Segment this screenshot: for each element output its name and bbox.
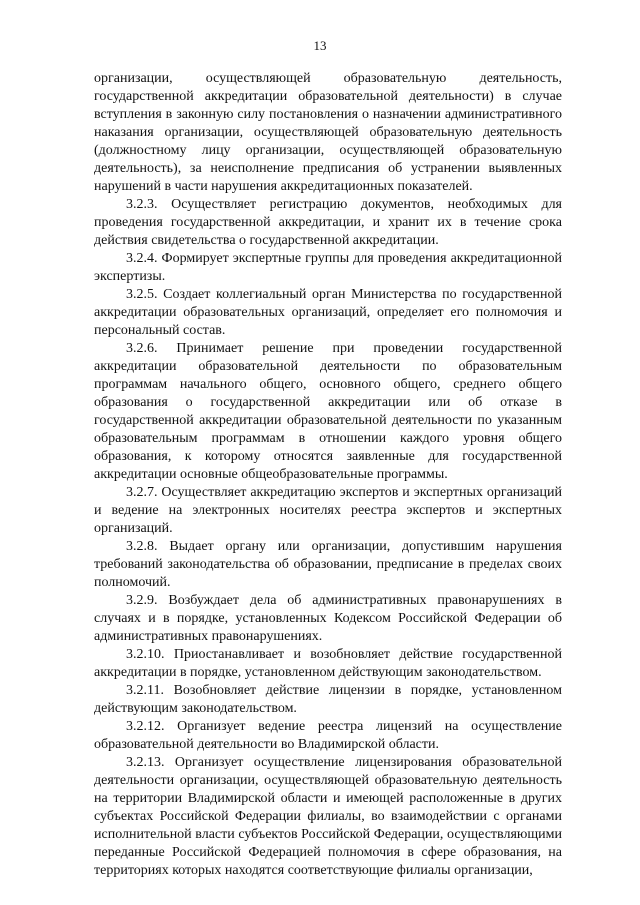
paragraph: 3.2.9. Возбуждает дела об административных правонарушениях в случаях и в порядке, установленных Кодексом Российской Федерации об административных правонарушениях. [94, 593, 562, 644]
paragraph: 3.2.4. Формирует экспертные группы для проведения аккредитационной экспертизы. [94, 251, 562, 284]
paragraph: 3.2.12. Организует ведение реестра лицензий на осуществление образовательной деятельности во Владимирской области. [94, 719, 562, 752]
paragraph: 3.2.13. Организует осуществление лицензирования образовательной деятельности организации, осуществляющей образовательную деятельность на территории Владимирской области и имеющей расположенные в других субъектах Российской Федерации филиалы, во взаимодействии с органами исполнительной власти субъектов Российской Федерации, осуществляющими переданные Российской Федерацией полномочия в сфере образования, на территориях которых находятся соответствующие филиалы организации, [94, 755, 562, 878]
page-number: 13 [313, 38, 327, 53]
document-body [94, 70, 562, 880]
paragraph: 3.2.3. Осуществляет регистрацию документов, необходимых для проведения государственной аккредитации, и хранит их в течение срока действия свидетельства о государственной аккредитации. [94, 197, 562, 248]
paragraph: 3.2.6. Принимает решение при проведении государственной аккредитации образовательной деятельности по образовательным программам начального общего, основного общего, среднего общего образования о государственной аккредитации или об отказе в государственной аккредитации образовательной деятельности по указанным образовательным программам в отношении каждого уровня общего образования, к которому относятся заявленные для государственной аккредитации основные общеобразовательные программы. [94, 341, 562, 482]
paragraph: 3.2.10. Приостанавливает и возобновляет действие государственной аккредитации в порядке, установленном действующим законодательством. [94, 647, 562, 680]
paragraph: 3.2.11. Возобновляет действие лицензии в порядке, установленном действующим законодательством. [94, 683, 562, 716]
paragraph: организации, осуществляющей образовательную деятельность, государственной аккредитации образовательной деятельности) в случае вступления в законную силу постановления о назначении административного наказания организации, осуществляющей образовательную деятельность (должностному лицу организации, осуществляющей образовательную деятельность), за неисполнение предписания об устранении выявленных нарушений в части нарушения аккредитационных показателей. [94, 71, 562, 194]
paragraph: 3.2.7. Осуществляет аккредитацию экспертов и экспертных организаций и ведение на электронных носителях реестра экспертов и экспертных организаций. [94, 485, 562, 536]
paragraph: 3.2.8. Выдает органу или организации, допустившим нарушения требований законодательства об образовании, предписание в пределах своих полномочий. [94, 539, 562, 590]
paragraph: 3.2.5. Создает коллегиальный орган Министерства по государственной аккредитации образовательных организаций, определяет его полномочия и персональный состав. [94, 287, 562, 338]
